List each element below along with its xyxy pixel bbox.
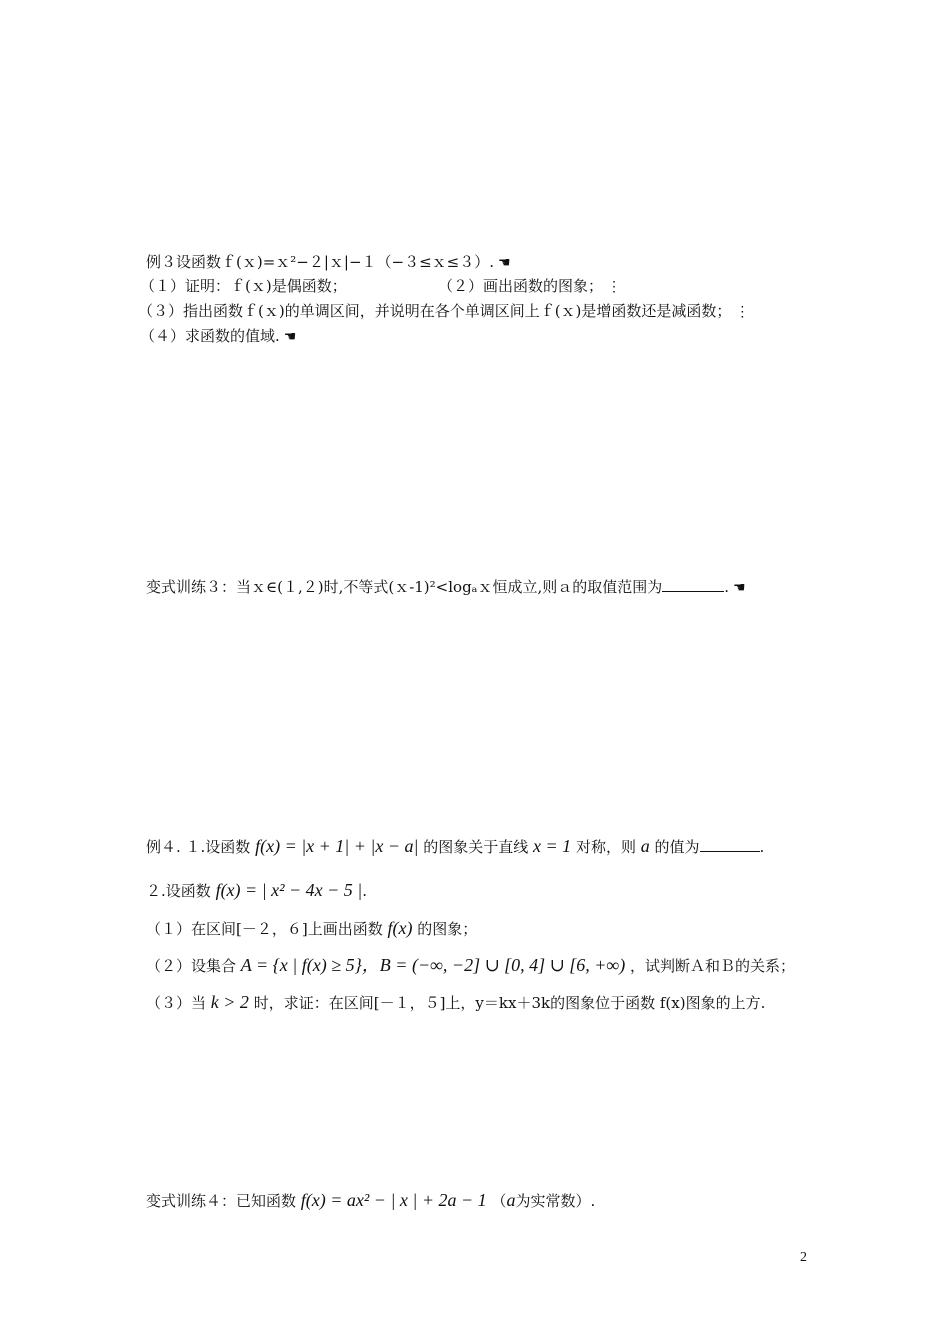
ex4-q2-expression: f(x) = | x² − 4x − 5 | (215, 880, 363, 900)
hand-pointer-icon: ☚ (733, 580, 746, 596)
ex4-q1: 例４. １.设函数 f(x) = |x + 1| + |x − a| 的图象关于直线 x = 1 对称，则 a 的值为 . (146, 836, 765, 856)
hand-pointer-icon: ☚ (283, 329, 297, 345)
ex4-part2: （２）设集合 A = {x | f(x) ≥ 5}，B = (−∞, −2] ∪ [0, 4] ∪ [6, +∞) ，试判断Ａ和Ｂ的关系； (146, 955, 796, 975)
vertical-dots-icon: ⋮ (735, 304, 750, 320)
answer-blank (662, 577, 724, 592)
page-number: 2 (800, 1250, 807, 1265)
vertical-dots-icon: ⋮ (607, 279, 622, 295)
ex3-part2: （２）画出函数的图象； ⋮ (438, 277, 622, 295)
answer-blank (700, 837, 760, 852)
hand-pointer-icon: ☚ (498, 255, 511, 271)
var4-expression: f(x) = ax² − | x | + 2a − 1 (300, 1190, 487, 1210)
set-definition: A = {x | f(x) ≥ 5}，B = (−∞, −2] ∪ [0, 4] ∪ [6, +∞) (240, 955, 626, 975)
var3-question: 变式训练３：当ｘ∈(１,２)时,不等式(ｘ-1)²<logₐｘ恒成立,则ａ的取值范围为 . ☚ (146, 578, 746, 596)
symmetry-line: x = 1 (533, 836, 572, 856)
ex4-part3: （３）当 k > 2 时，求证：在区间[－１，５]上，y＝kx＋3k的图象位于函数 f(x)图象的上方. (146, 992, 766, 1012)
ex4-part1: （１）在区间[－２，６]上画出函数 f(x) 的图象； (146, 918, 478, 938)
ex3-part3: （３）指出函数ｆ(ｘ)的单调区间，并说明在各个单调区间上ｆ(ｘ)是增函数还是减函数； ⋮ (138, 302, 750, 320)
ex3-title: 例３设函数ｆ(ｘ)=ｘ²−２|ｘ|−１（−３≤ｘ≤３）. ☚ (146, 253, 511, 271)
ex4-q2: ２.设函数 f(x) = | x² − 4x − 5 |. (146, 880, 368, 900)
ex3-part1: （１）证明：ｆ(ｘ)是偶函数； (140, 277, 347, 295)
ex3-part4: （４）求函数的值域. ☚ (140, 327, 297, 345)
var4-question: 变式训练４：已知函数 f(x) = ax² − | x | + 2a − 1 （a为实常数）. (146, 1190, 596, 1210)
ex4-q1-expression: f(x) = |x + 1| + |x − a| (255, 836, 419, 856)
